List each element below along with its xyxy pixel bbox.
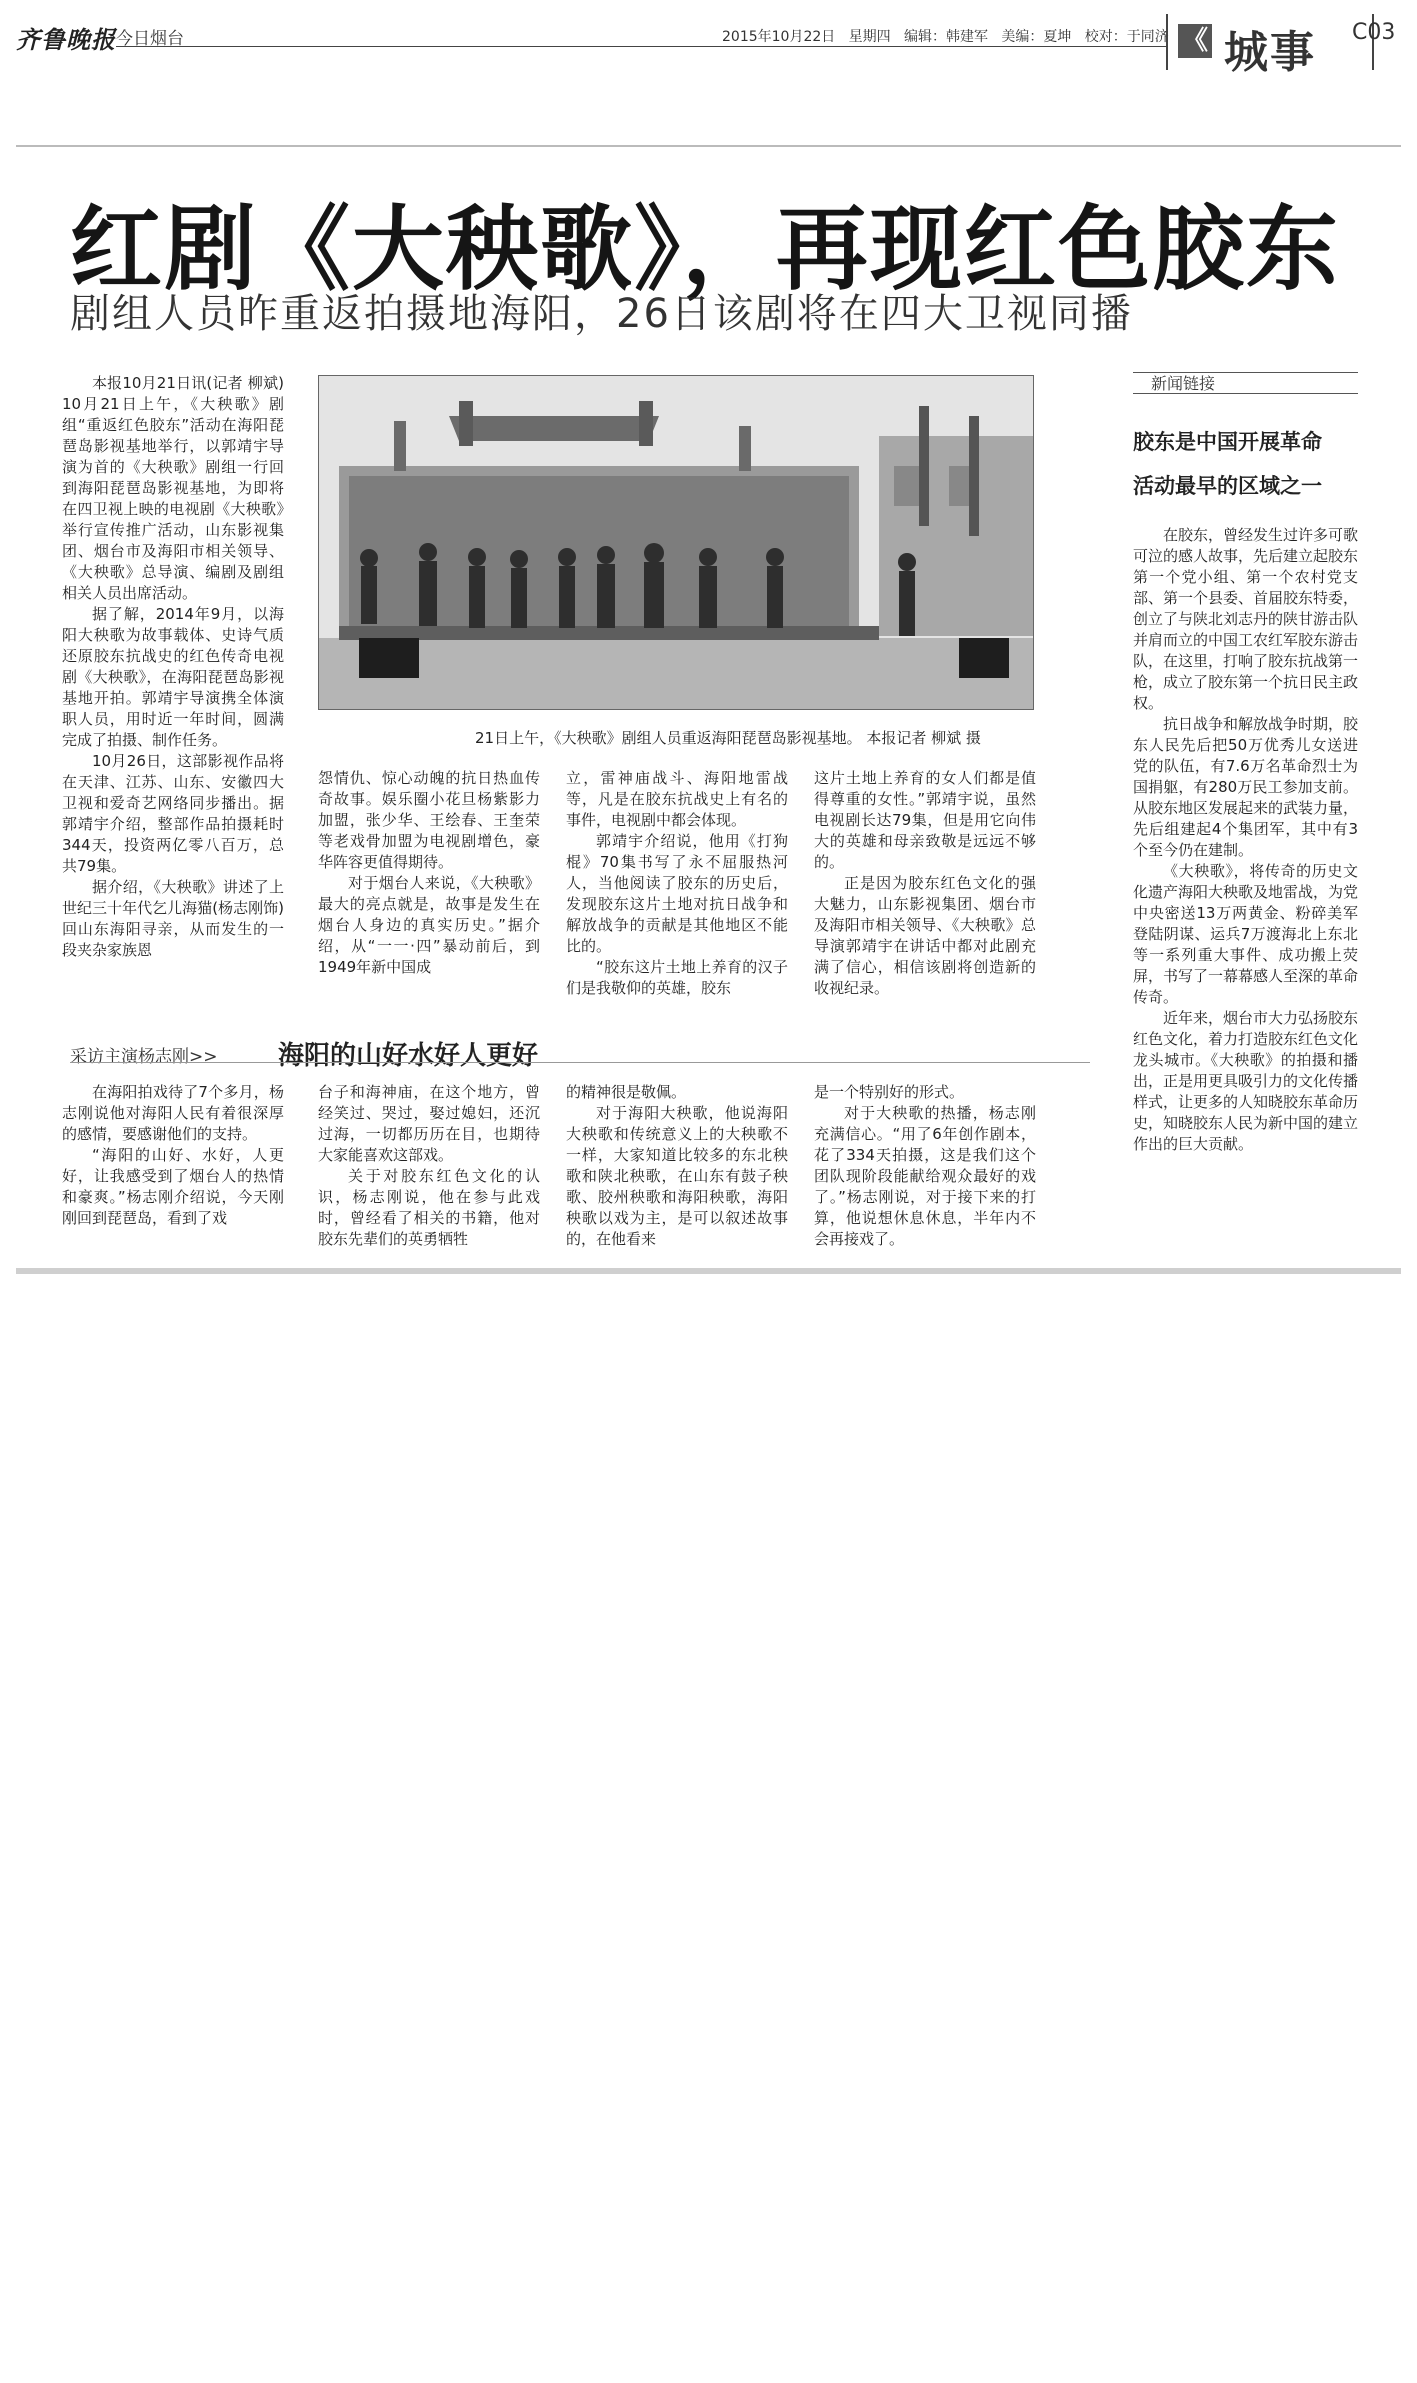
sidebar-title-line: 活动最早的区域之一 (1133, 474, 1322, 498)
article-paragraph: 立，雷神庙战斗、海阳地雷战等，凡是在胶东抗战史上有名的事件，电视剧中都会体现。 (566, 769, 788, 829)
interview-paragraph: 在海阳拍戏待了7个多月，杨志刚说他对海阳人民有着很深厚的感情，要感谢他们的支持。 (62, 1083, 284, 1143)
edition-name: 今日烟台 (116, 29, 184, 49)
proofreader-credit: 校对：于同济 (1084, 29, 1169, 45)
sidebar-tag: 新闻链接 (1133, 372, 1358, 394)
page-subtitle: 剧组人员昨重返拍摄地海阳，26日该剧将在四大卫视同播 (70, 291, 1133, 337)
page-title: 红剧《大秧歌》，再现红色胶东 (70, 196, 1341, 303)
section-box (1166, 14, 1374, 78)
article-column-3 (566, 768, 788, 999)
interview-column-3 (566, 1082, 788, 1250)
interview-divider (70, 1062, 1090, 1063)
interview-label: 采访主演杨志刚>> (70, 1047, 218, 1067)
sidebar-paragraph: 《大秧歌》，将传奇的历史文化遗产海阳大秧歌及地雷战，为党中央密送13万两黄金、粉碎美军登陆阴谋、运兵7万渡海北上东北等一系列重大事件、成功搬上荧屏，书写了一幕幕感人至深的革命传奇。 (1133, 862, 1359, 1006)
sidebar-body (1133, 525, 1358, 1155)
interview-column-4 (814, 1082, 1036, 1250)
interview-title: 海阳的山好水好人更好 (278, 1041, 539, 1071)
interview-paragraph: 对于大秧歌的热播，杨志刚充满信心。“用了6年创作剧本，花了334天拍摄，这是我们这个团队现阶段能献给观众最好的戏了。”杨志刚说，对于接下来的打算，他说想休息休息，半年内不会再接戏了。 (814, 1104, 1036, 1248)
photo-caption: 21日上午，《大秧歌》剧组人员重返海阳琵琶岛影视基地。 本报记者 柳斌 摄 (475, 729, 981, 747)
masthead-rule (116, 46, 1166, 47)
sidebar-paragraph: 在胶东，曾经发生过许多可歌可泣的感人故事，先后建立起胶东第一个党小组、第一个农村党支部、第一个县委、首届胶东特委，创立了与陕北刘志丹的陕甘游击队并肩而立的中国工农红军胶东游击队，在这里，打响了胶东抗战第一枪，成立了胶东第一个抗日民主政权。 (1133, 526, 1359, 712)
interview-paragraph: 关于对胶东红色文化的认识，杨志刚说，他在参与此戏时，曾经看了相关的书籍，他对胶东先辈们的英勇牺牲 (318, 1167, 540, 1248)
interview-column-1 (62, 1082, 284, 1229)
article-paragraph: 对于烟台人来说，《大秧歌》最大的亮点就是，故事是发生在烟台人身边的真实历史。”据介绍，从“一一·四”暴动前后，到1949年新中国成 (318, 874, 540, 976)
article-paragraph: 10月26日，这部影视作品将在天津、江苏、山东、安徽四大卫视和爱奇艺网络同步播出。据郭靖宇介绍，整部作品拍摄耗时344天，投资两亿零八百万，总共79集。 (62, 752, 284, 875)
article-paragraph: 正是因为胶东红色文化的强大魅力，山东影视集团、烟台市及海阳市相关领导、《大秧歌》总导演郭靖宇在讲话中都对此剧充满了信心，相信该剧将创造新的收视纪录。 (814, 874, 1036, 997)
article-column-1 (62, 373, 284, 961)
sidebar-paragraph: 抗日战争和解放战争时期，胶东人民先后把50万优秀儿女送进党的队伍，有7.6万名革命烈士为国捐躯，有280万民工参加支前。从胶东地区发展起来的武装力量，先后组建起4个集团军，其中有3个至今仍在建制。 (1133, 715, 1359, 859)
article-column-2 (318, 768, 540, 978)
sidebar-title (1133, 420, 1373, 508)
article-paragraph: 据介绍，《大秧歌》讲述了上世纪三十年代乞儿海猫(杨志刚饰)回山东海阳寻亲，从而发生的一段夹杂家族恩 (62, 878, 284, 959)
interview-paragraph: 的精神很是敬佩。 (566, 1083, 687, 1101)
article-paragraph: 郭靖宇介绍说，他用《打狗棍》70集书写了永不屈服热河人，当他阅读了胶东的历史后，发现胶东这片土地对抗日战争和解放战争的贡献是其他地区不能比的。 (566, 832, 788, 955)
stage-photo-icon (319, 376, 1033, 709)
article-paragraph: 怨情仇、惊心动魄的抗日热血传奇故事。娱乐圈小花旦杨紫影力加盟，张少华、王绘春、王奎荣等老戏骨加盟为电视剧增色，豪华阵容更值得期待。 (318, 769, 540, 871)
issue-date: 2015年10月22日 (722, 29, 836, 45)
article-column-4 (814, 768, 1036, 999)
article-paragraph: 这片土地上养育的女人们都是值得尊重的女性。”郭靖宇说，虽然电视剧长达79集，但是用它向伟大的英雄和母亲致敬是远远不够的。 (814, 769, 1036, 871)
issue-meta (722, 26, 1169, 46)
designer-credit: 美编：夏坤 (1001, 29, 1072, 45)
article-photo (318, 375, 1034, 710)
interview-paragraph: 台子和海神庙，在这个地方，曾经笑过、哭过，娶过媳妇，还沉过海，一切都历历在目，也期待大家能喜欢这部戏。 (318, 1083, 540, 1164)
chevron-left-icon: 《 (1178, 24, 1212, 58)
article-paragraph: “胶东这片土地上养育的汉子们是我敬仰的英雄，胶东 (566, 958, 788, 997)
sidebar-paragraph: 近年来，烟台市大力弘扬胶东红色文化，着力打造胶东红色文化龙头城市。《大秧歌》的拍摄和播出，正是用更具吸引力的文化传播样式，让更多的人知晓胶东革命历史，知晓胶东人民为新中国的建立作出的巨大贡献。 (1133, 1009, 1359, 1153)
sidebar-title-line: 胶东是中国开展革命 (1133, 430, 1322, 454)
article-paragraph: 据了解，2014年9月，以海阳大秧歌为故事载体、史诗气质还原胶东抗战史的红色传奇电视剧《大秧歌》，在海阳琵琶岛影视基地开拍。郭靖宇导演携全体演职人员，用时近一年时间，圆满完成了拍摄、制作任务。 (62, 605, 284, 749)
masthead (16, 14, 1401, 78)
issue-weekday: 星期四 (848, 29, 891, 45)
page-number: C03 (1352, 20, 1396, 45)
interview-column-2 (318, 1082, 540, 1250)
interview-paragraph: 是一个特别好的形式。 (814, 1083, 965, 1101)
article-paragraph: 本报10月21日讯(记者 柳斌) 10月21日上午，《大秧歌》剧组“重返红色胶东”活动在海阳琵琶岛影视基地举行，以郭靖宇导演为首的《大秧歌》剧组一行回到海阳琵琶岛影视基地，为即将在四卫视上映的电视剧《大秧歌》举行宣传推广活动，山东影视集团、烟台市及海阳市相关领导、《大秧歌》总导演、编剧及剧组相关人员出席活动。 (62, 374, 284, 602)
interview-paragraph: “海阳的山好、水好，人更好，让我感受到了烟台人的热情和豪爽。”杨志刚介绍说，今天刚刚回到琵琶岛，看到了戏 (62, 1146, 284, 1227)
section-title: 城事 (1224, 27, 1316, 78)
newspaper-logo: 齐鲁晚报 (16, 25, 116, 54)
header-divider (16, 145, 1401, 147)
editor-credit: 编辑：韩建军 (903, 29, 988, 45)
page-bottom-divider (16, 1268, 1401, 1274)
interview-paragraph: 对于海阳大秧歌，他说海阳大秧歌和传统意义上的大秧歌不一样，大家知道比较多的东北秧歌和陕北秧歌，在山东有鼓子秧歌、胶州秧歌和海阳秧歌，海阳秧歌以戏为主，是可以叙述故事的，在他看来 (566, 1104, 788, 1248)
